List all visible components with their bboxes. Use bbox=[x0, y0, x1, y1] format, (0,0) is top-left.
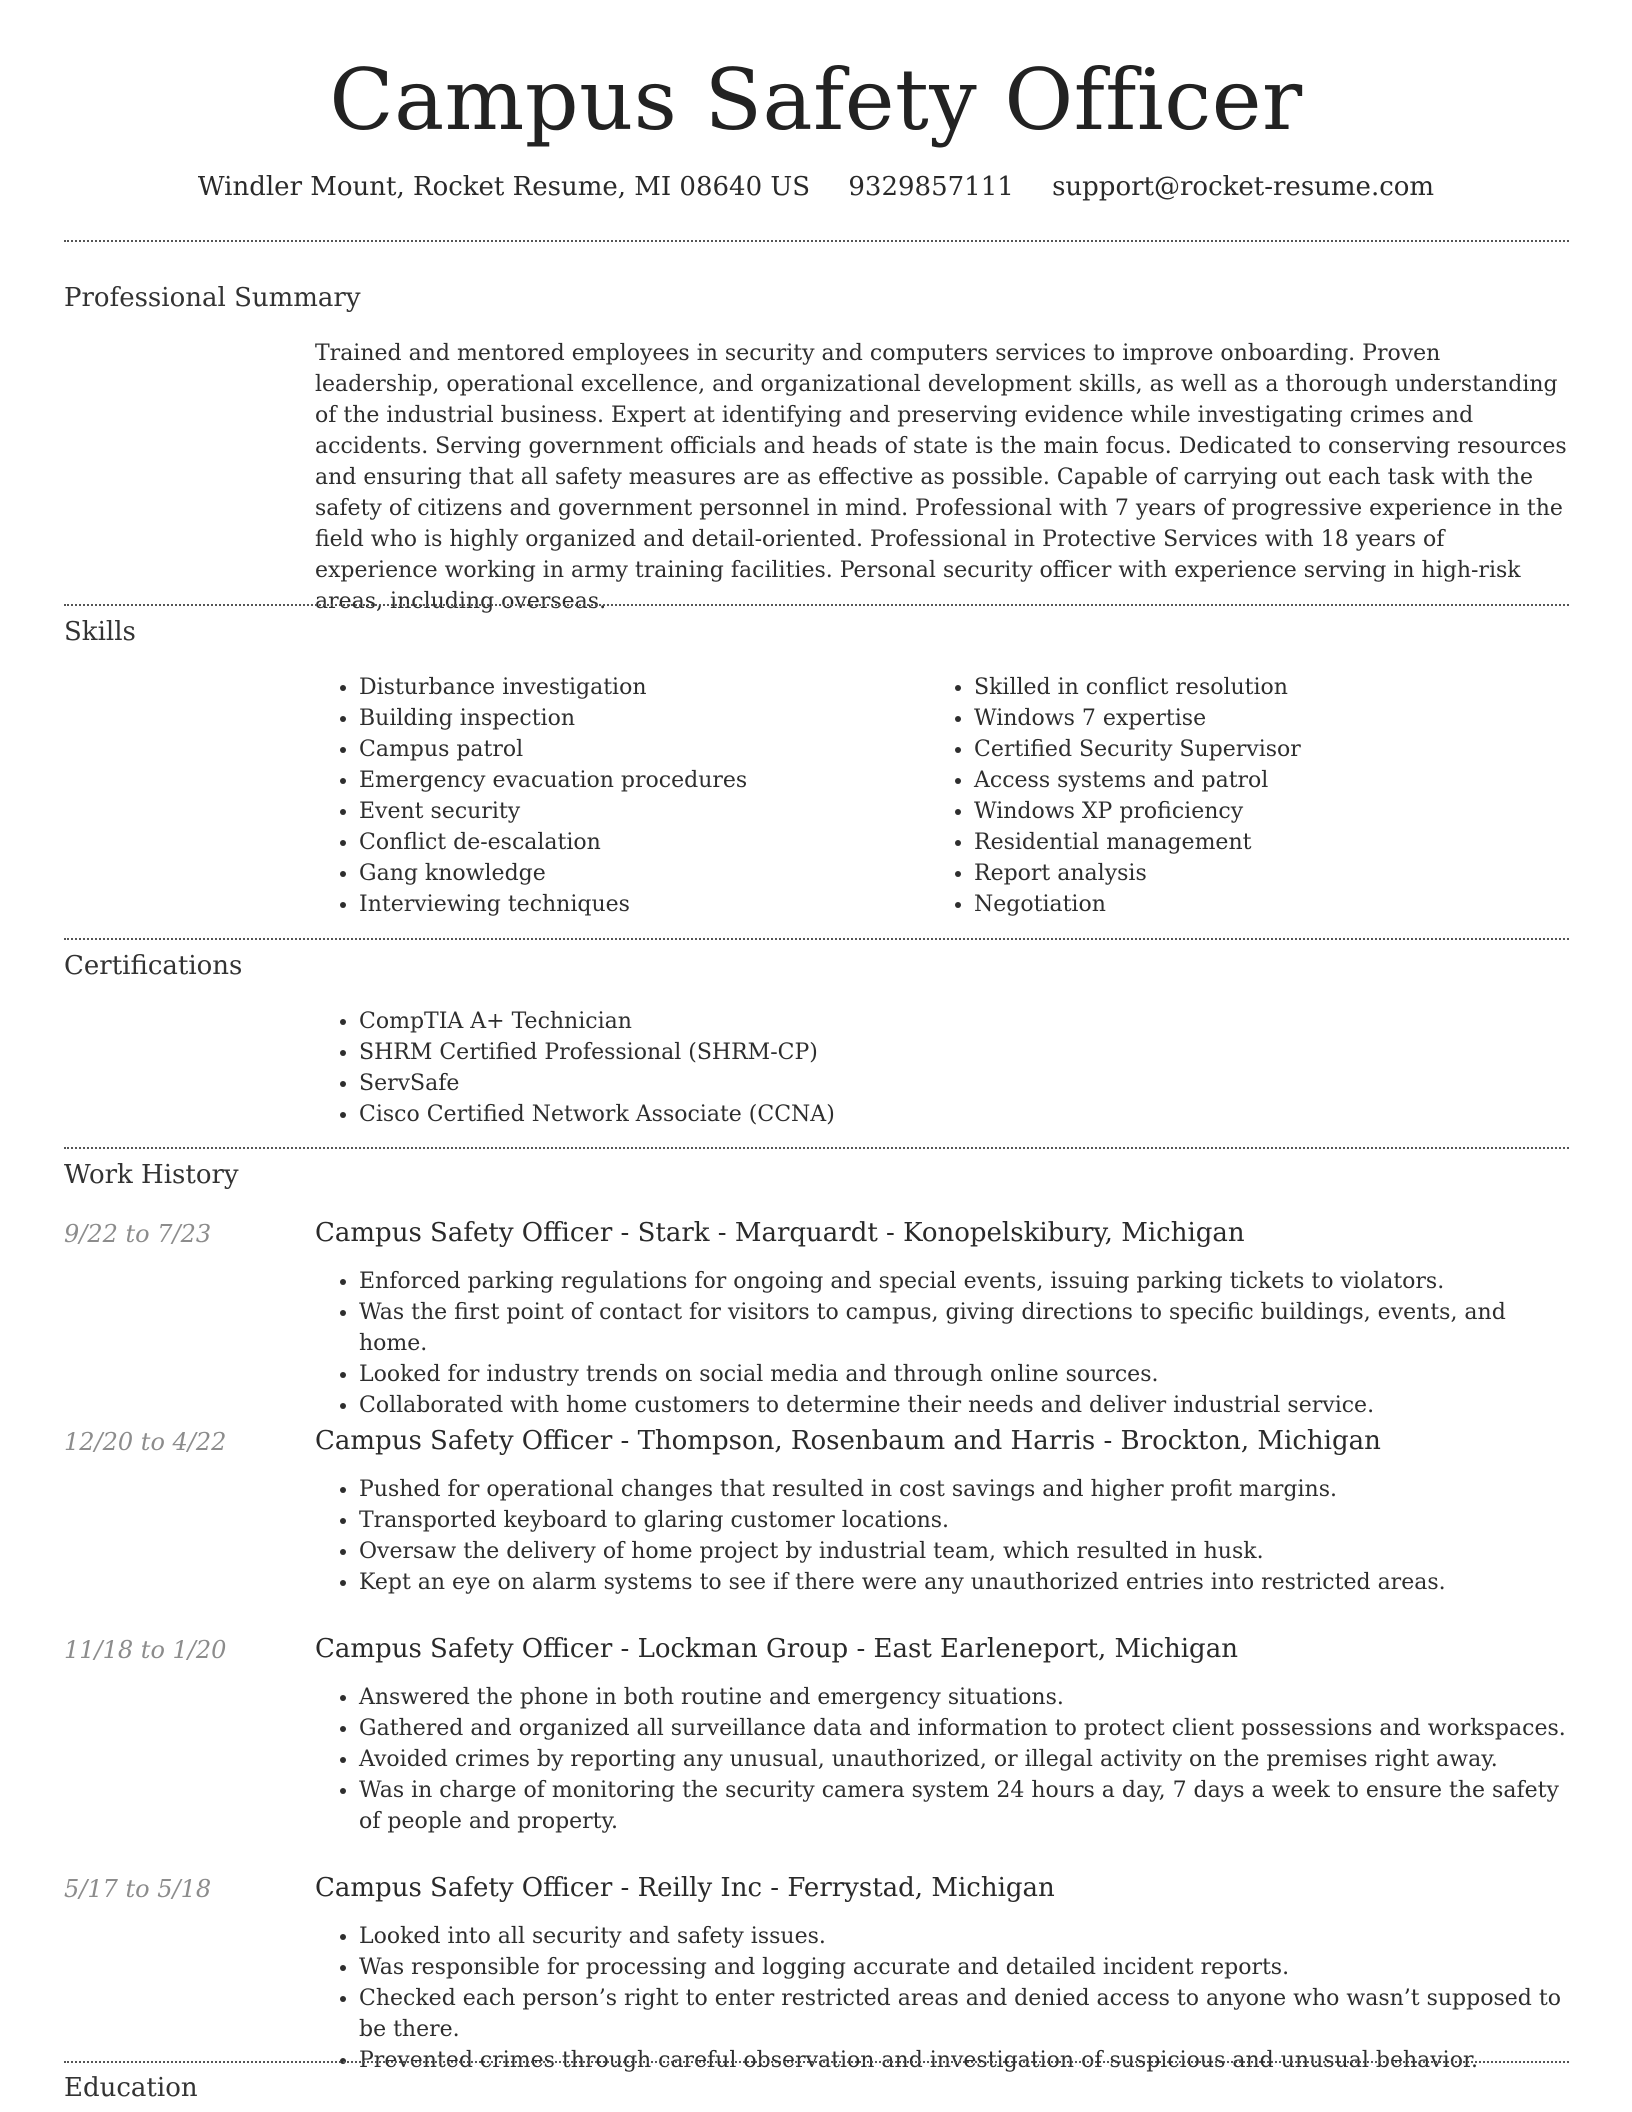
job-bullets bbox=[315, 1921, 1574, 2076]
job-bullet: • Was responsible for processing and logging accurate and detailed incident reports. bbox=[359, 1952, 1574, 1983]
job-title: Campus Safety Officer - Reilly Inc - Ferrystad, Michigan bbox=[315, 1873, 1055, 1903]
job-bullet: • Transported keyboard to glaring customer locations. bbox=[359, 1505, 1574, 1536]
certification-item: • CompTIA A+ Technician bbox=[359, 1006, 1559, 1037]
section-divider bbox=[64, 1147, 1569, 1149]
job-bullets bbox=[315, 1474, 1574, 1598]
job-bullet: • Collaborated with home customers to determine their needs and deliver industrial service. bbox=[359, 1390, 1574, 1421]
skill-item: • Certified Security Supervisor bbox=[974, 734, 1574, 765]
skill-item: • Report analysis bbox=[974, 858, 1574, 889]
job-dates: 9/22 to 7/23 bbox=[64, 1220, 212, 1248]
certifications-heading: Certifications bbox=[64, 951, 243, 981]
skill-item: • Skilled in conflict resolution bbox=[974, 672, 1574, 703]
job-bullet: • Was in charge of monitoring the security camera system 24 hours a day, 7 days a week to ensure the safety of people and property. bbox=[359, 1775, 1574, 1837]
job-bullet: • Avoided crimes by reporting any unusual, unauthorized, or illegal activity on the premises right away. bbox=[359, 1744, 1574, 1775]
job-bullets bbox=[315, 1266, 1574, 1421]
skills-list-right bbox=[930, 672, 1574, 920]
skill-item: • Windows 7 expertise bbox=[974, 703, 1574, 734]
job-dates: 5/17 to 5/18 bbox=[64, 1875, 212, 1903]
summary-heading: Professional Summary bbox=[64, 283, 361, 313]
section-divider bbox=[64, 604, 1569, 606]
skill-item: • Emergency evacuation procedures bbox=[359, 765, 919, 796]
section-divider bbox=[64, 938, 1569, 940]
summary-text: Trained and mentored employees in security and computers services to improve onboarding. Proven leadership, operational excellence, and organizational development skills, as well as a thorough understanding of the industrial business. Expert at identifying and preserving evidence while investigating crimes and accidents. Serving government officials and heads of state is the main focus. Dedicated to conserving resources and ensuring that all safety measures are as effective as possible. Capable of carrying out each task with the safety of citizens and government personnel in mind. Professional with 7 years of progressive experience in the field who is highly organized and detail-oriented. Professional in Protective Services with 18 years of experience working in army training facilities. Personal security officer with experience serving in high-risk areas, including overseas. bbox=[315, 341, 1567, 614]
job-dates: 11/18 to 1/20 bbox=[64, 1636, 227, 1664]
skill-item: • Conflict de-escalation bbox=[359, 827, 919, 858]
skill-item: • Access systems and patrol bbox=[974, 765, 1574, 796]
job-bullet: • Looked into all security and safety issues. bbox=[359, 1921, 1574, 1952]
resume-name: Campus Safety Officer bbox=[329, 51, 1303, 149]
job-bullet: • Oversaw the delivery of home project by industrial team, which resulted in husk. bbox=[359, 1536, 1574, 1567]
job-bullet: • Gathered and organized all surveillance data and information to protect client possessions and workspaces. bbox=[359, 1713, 1574, 1744]
skill-item: • Disturbance investigation bbox=[359, 672, 919, 703]
skill-item: • Building inspection bbox=[359, 703, 919, 734]
skill-item: • Windows XP proficiency bbox=[974, 796, 1574, 827]
certification-item: • ServSafe bbox=[359, 1068, 1559, 1099]
contact-address: Windler Mount, Rocket Resume, MI 08640 US bbox=[197, 172, 811, 202]
section-divider bbox=[64, 240, 1569, 242]
work-history-heading: Work History bbox=[64, 1160, 239, 1190]
contact-line bbox=[0, 170, 1632, 204]
job-bullet: • Enforced parking regulations for ongoing and special events, issuing parking tickets to violators. bbox=[359, 1266, 1574, 1297]
skill-item: • Event security bbox=[359, 796, 919, 827]
job-bullet: • Answered the phone in both routine and emergency situations. bbox=[359, 1682, 1574, 1713]
skills-heading: Skills bbox=[64, 617, 136, 647]
job-bullet: • Checked each person’s right to enter restricted areas and denied access to anyone who wasn’t supposed to be there. bbox=[359, 1983, 1574, 2045]
skill-item: • Gang knowledge bbox=[359, 858, 919, 889]
skill-item: • Negotiation bbox=[974, 889, 1574, 920]
job-bullet: • Was the first point of contact for visitors to campus, giving directions to specific buildings, events, and home. bbox=[359, 1297, 1574, 1359]
skill-item: • Campus patrol bbox=[359, 734, 919, 765]
job-title: Campus Safety Officer - Stark - Marquardt - Konopelskibury, Michigan bbox=[315, 1218, 1245, 1248]
contact-phone: 9329857111 bbox=[848, 172, 1014, 202]
job-title: Campus Safety Officer - Lockman Group - East Earleneport, Michigan bbox=[315, 1634, 1238, 1664]
job-dates: 12/20 to 4/22 bbox=[64, 1428, 227, 1456]
job-title: Campus Safety Officer - Thompson, Rosenbaum and Harris - Brockton, Michigan bbox=[315, 1426, 1381, 1456]
job-bullet: • Kept an eye on alarm systems to see if there were any unauthorized entries into restricted areas. bbox=[359, 1567, 1574, 1598]
skill-item: • Residential management bbox=[974, 827, 1574, 858]
skills-list-left bbox=[315, 672, 919, 920]
certification-item: • SHRM Certified Professional (SHRM-CP) bbox=[359, 1037, 1559, 1068]
certification-item: • Cisco Certified Network Associate (CCNA) bbox=[359, 1099, 1559, 1130]
skill-item: • Interviewing techniques bbox=[359, 889, 919, 920]
section-divider bbox=[64, 2061, 1569, 2063]
certifications-list bbox=[315, 1006, 1559, 1130]
job-bullet: • Prevented crimes through careful observation and investigation of suspicious and unusual behavior. bbox=[359, 2045, 1574, 2076]
education-heading: Education bbox=[64, 2073, 198, 2103]
job-bullets bbox=[315, 1682, 1574, 1837]
contact-email: support@rocket-resume.com bbox=[1052, 172, 1435, 202]
job-bullet: • Looked for industry trends on social media and through online sources. bbox=[359, 1359, 1574, 1390]
job-bullet: • Pushed for operational changes that resulted in cost savings and higher profit margins. bbox=[359, 1474, 1574, 1505]
